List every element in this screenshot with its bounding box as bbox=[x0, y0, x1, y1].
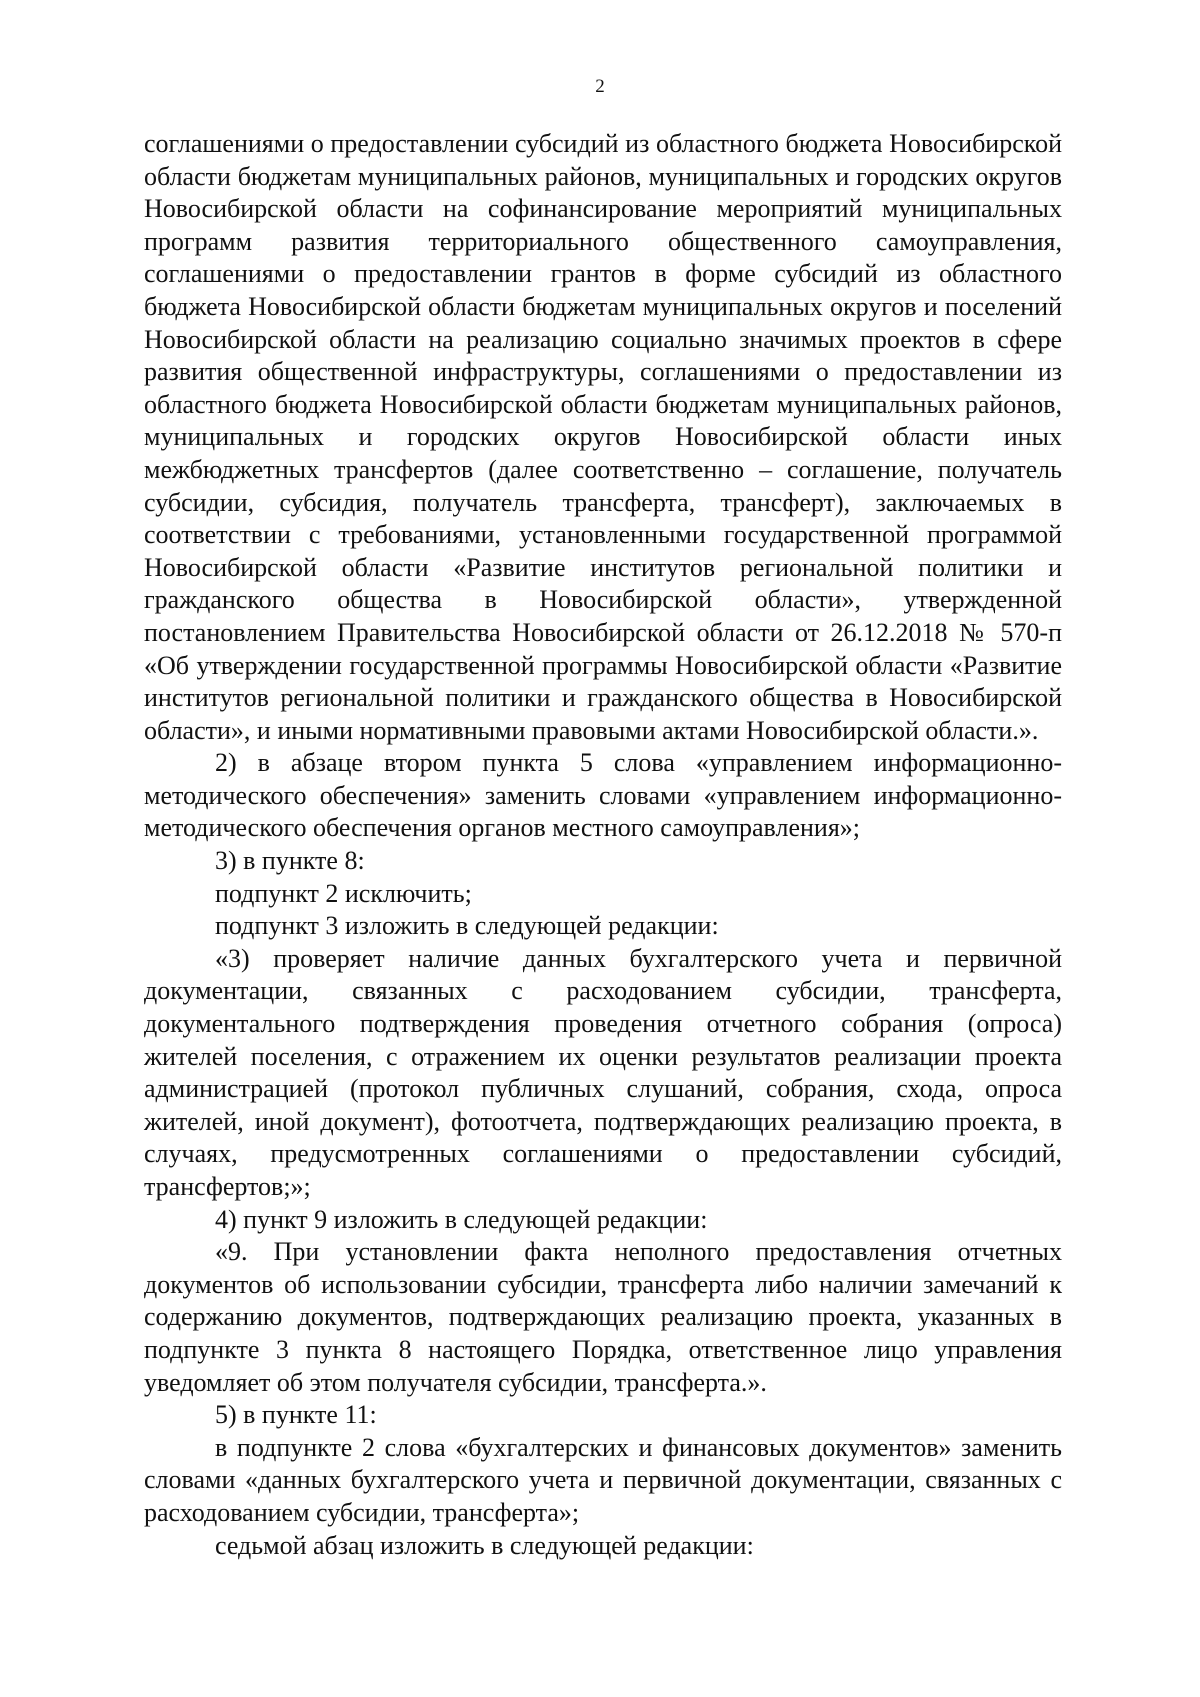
paragraph-item-5: 5) в пункте 11: bbox=[215, 1400, 377, 1430]
paragraph-subitem-3-intro: подпункт 3 изложить в следующей редакции: bbox=[215, 911, 719, 941]
page-number: 2 bbox=[595, 76, 605, 97]
paragraph-item-3: 3) в пункте 8: bbox=[215, 846, 365, 876]
document-body bbox=[144, 128, 1062, 1562]
paragraph-seventh-abzac: седьмой абзац изложить в следующей редакции: bbox=[215, 1530, 754, 1560]
paragraph-subitem-2-exclude: подпункт 2 исключить; bbox=[215, 878, 472, 908]
paragraph-item-4: 4) пункт 9 изложить в следующей редакции: bbox=[215, 1204, 708, 1234]
paragraph-item-2: 2) в абзаце втором пункта 5 слова «управлением информационно-методического обеспечения» заменить словами «управлением информационно-методического обеспечения органов местного самоуправления»; bbox=[144, 748, 1062, 843]
paragraph-item-9-text: «9. При установлении факта неполного предоставления отчетных документов об использовании субсидии, трансферта либо наличии замечаний к содержанию документов, подтверждающих реализацию проекта, указанных в подпункте 3 пункта 8 настоящего Порядка, ответственное лицо управления уведомляет об этом получателя субсидии, трансферта.». bbox=[144, 1237, 1062, 1397]
paragraph-subitem-2-replace: в подпункте 2 слова «бухгалтерских и финансовых документов» заменить словами «данных бухгалтерского учета и первичной документации, связанных с расходованием субсидии, трансферта»; bbox=[144, 1432, 1062, 1527]
paragraph-subitem-3-text: «3) проверяет наличие данных бухгалтерского учета и первичной документации, связанных с расходованием субсидии, трансферта, документального подтверждения проведения отчетного собрания (опроса) жителей поселения, с отражением их оценки результатов реализации проекта администрацией (протокол публичных слушаний, собрания, схода, опроса жителей, иной документ), фотоотчета, подтверждающих реализацию проекта, в случаях, предусмотренных соглашениями о предоставлении субсидий, трансфертов;»; bbox=[144, 943, 1062, 1201]
paragraph-continuation: соглашениями о предоставлении субсидий из областного бюджета Новосибирской области бюджетам муниципальных районов, муниципальных и городских округов Новосибирской области на софинансирование мероприятий муниципальных программ развития территориального общественного самоуправления, соглашениями о предоставлении грантов в форме субсидий из областного бюджета Новосибирской области бюджетам муниципальных округов и поселений Новосибирской области на реализацию социально значимых проектов в сфере развития общественной инфраструктуры, соглашениями о предоставлении из областного бюджета Новосибирской области бюджетам муниципальных районов, муниципальных и городских округов Новосибирской области иных межбюджетных трансфертов (далее соответственно – соглашение, получатель субсидии, субсидия, получатель трансферта, трансферт), заключаемых в соответствии с требованиями, установленными государственной программой Новосибирской области «Развитие институтов региональной политики и гражданского общества в Новосибирской области», утвержденной постановлением Правительства Новосибирской области от 26.12.2018 № 570-п «Об утверждении государственной программы Новосибирской области «Развитие институтов региональной политики и гражданского общества в Новосибирской области», и иными нормативными правовыми актами Новосибирской области.». bbox=[144, 129, 1062, 745]
